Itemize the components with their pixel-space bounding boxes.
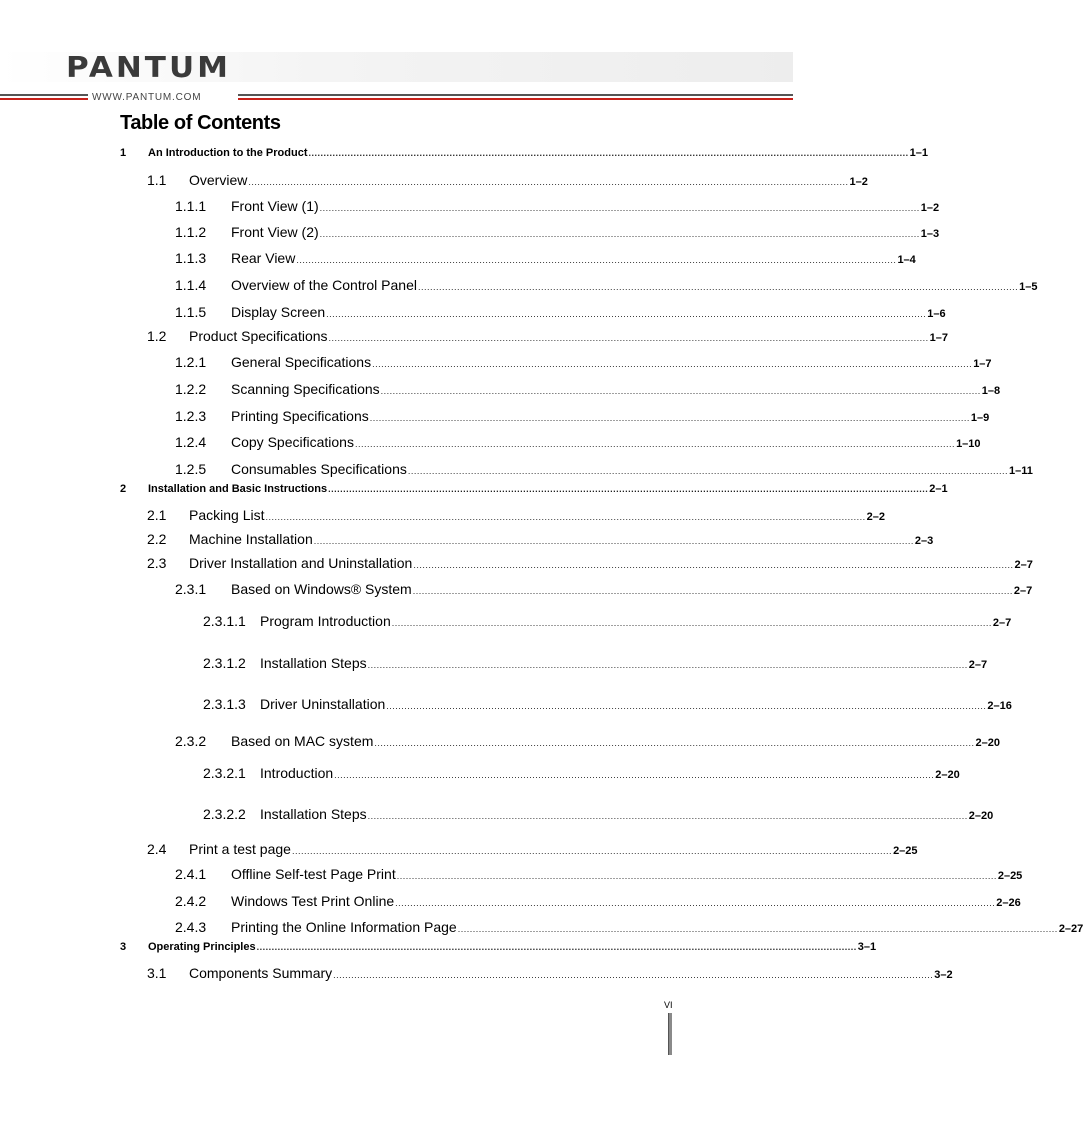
header-rule-right-bottom (238, 98, 793, 100)
toc-entry-number: 1.1.3 (175, 250, 207, 266)
toc-entry-number: 2.3.1.2 (203, 655, 246, 671)
toc-entry-page: 2–20 (975, 737, 1000, 749)
toc-leader-dots: ........................................................................................................................................................................................................ (372, 359, 973, 369)
toc-leader-dots: ........................................................................................................................................................................................................ (319, 229, 920, 239)
toc-leader-dots: ........................................................................................................................................................................................................ (334, 770, 935, 780)
toc-entry-page: 2–3 (914, 535, 934, 547)
toc-entry-label: Printing the Online Information Page (231, 919, 457, 935)
toc-entry-page: 2–7 (1013, 585, 1033, 597)
toc-entry-label: Front View (1) (231, 198, 319, 214)
toc-entry-number: 2.4.3 (175, 919, 207, 935)
toc-entry-page: 2–25 (893, 845, 918, 857)
toc-entry-page: 2–26 (996, 897, 1021, 909)
toc-entry-number: 1.1.5 (175, 304, 207, 320)
toc-entry[interactable] (0, 304, 946, 322)
toc-entry-page: 1–9 (970, 412, 990, 424)
toc-leader-dots: ........................................................................................................................................................................................................ (308, 148, 909, 158)
toc-entry-label: Components Summary (189, 965, 333, 981)
toc-entry-label: Overview of the Control Panel (231, 277, 417, 293)
toc-entry[interactable] (0, 806, 994, 824)
toc-entry-number: 2.4 (147, 841, 167, 857)
toc-entry-page: 1–8 (981, 385, 1001, 397)
toc-entry-label: Introduction (260, 765, 334, 781)
toc-entry[interactable] (0, 507, 885, 525)
toc-entry-page: 1–1 (909, 147, 928, 159)
toc-entry-page: 1–2 (849, 176, 868, 188)
toc-leader-dots: ........................................................................................................................................................................................................ (354, 439, 956, 449)
toc-entry-number: 1 (120, 147, 127, 159)
toc-leader-dots: ........................................................................................................................................................................................................ (413, 560, 1014, 570)
toc-leader-dots: ........................................................................................................................................................................................................ (386, 701, 987, 711)
toc-entry-page: 1–3 (920, 228, 940, 240)
toc-entry[interactable] (0, 765, 960, 783)
toc-entry-label: Installation and Basic Instructions (148, 483, 328, 495)
toc-entry-page: 1–11 (1008, 465, 1033, 477)
toc-entry[interactable] (0, 841, 918, 859)
toc-entry[interactable] (0, 277, 1038, 295)
toc-entry[interactable] (0, 866, 1023, 884)
toc-entry[interactable] (0, 531, 934, 549)
toc-entry-label: Program Introduction (260, 613, 391, 629)
toc-entry[interactable] (0, 172, 868, 190)
toc-entry-label: An Introduction to the Product (148, 147, 308, 159)
toc-entry[interactable] (0, 408, 990, 426)
toc-entry-page: 1–10 (956, 438, 981, 450)
toc-entry[interactable] (0, 555, 1033, 573)
toc-entry-number: 1.2.2 (175, 381, 207, 397)
toc-entry-number: 2.4.1 (175, 866, 207, 882)
toc-entry-number: 2.2 (147, 531, 167, 547)
toc-entry-label: Operating Principles (148, 941, 256, 953)
toc-entry[interactable] (0, 941, 877, 959)
toc-leader-dots: ........................................................................................................................................................................................................ (395, 898, 996, 908)
toc-leader-dots: ........................................................................................................................................................................................................ (396, 871, 997, 881)
toc-entry[interactable] (0, 381, 1001, 399)
toc-entry[interactable] (0, 354, 992, 372)
toc-entry-page: 2–2 (866, 511, 885, 523)
toc-entry-number: 2 (120, 483, 127, 495)
toc-leader-dots: ........................................................................................................................................................................................................ (457, 924, 1058, 934)
toc-entry[interactable] (0, 613, 1012, 631)
toc-leader-dots: ........................................................................................................................................................................................................ (374, 738, 975, 748)
toc-entry-number: 3.1 (147, 965, 167, 981)
toc-entry[interactable] (0, 919, 1083, 937)
toc-entry[interactable] (0, 965, 953, 983)
toc-entry[interactable] (0, 893, 1021, 911)
page-header (0, 0, 793, 110)
toc-entry-number: 1.1.2 (175, 224, 207, 240)
toc-entry[interactable] (0, 328, 948, 346)
toc-entry-label: Scanning Specifications (231, 381, 380, 397)
toc-entry-label: Offline Self-test Page Print (231, 866, 396, 882)
toc-leader-dots: ........................................................................................................................................................................................................ (412, 586, 1013, 596)
toc-entry-label: Packing List (189, 507, 265, 523)
toc-leader-dots: ........................................................................................................................................................................................................ (391, 618, 992, 628)
toc-entry-label: Based on MAC system (231, 733, 374, 749)
toc-entry-number: 2.3.2.1 (203, 765, 246, 781)
page-number: VI (664, 1000, 673, 1010)
toc-entry-page: 3–1 (857, 941, 877, 953)
toc-leader-dots: ........................................................................................................................................................................................................ (369, 413, 970, 423)
toc-entry-label: Driver Uninstallation (260, 696, 386, 712)
toc-entry-page: 2–7 (992, 617, 1012, 629)
toc-leader-dots: ........................................................................................................................................................................................................ (313, 536, 914, 546)
toc-leader-dots: ........................................................................................................................................................................................................ (333, 970, 934, 980)
toc-entry-label: Overview (189, 172, 248, 188)
toc-leader-dots: ........................................................................................................................................................................................................ (417, 282, 1019, 292)
header-rule-left-top (0, 94, 88, 96)
toc-entry-number: 1.1 (147, 172, 167, 188)
toc-entry-number: 1.2.4 (175, 434, 207, 450)
toc-entry-number: 2.3.1.1 (203, 613, 246, 629)
toc-entry-number: 1.1.1 (175, 198, 207, 214)
toc-entry-page: 2–1 (929, 483, 948, 495)
page-number-bar (668, 1013, 672, 1055)
toc-leader-dots: ........................................................................................................................................................................................................ (380, 386, 981, 396)
page-title: Table of Contents (120, 112, 281, 134)
toc-entry-page: 2–20 (935, 769, 960, 781)
toc-entry-number: 1.2.5 (175, 461, 207, 477)
toc-entry[interactable] (0, 250, 916, 268)
toc-entry[interactable] (0, 696, 1012, 714)
pantum-logo: PANTUM (66, 51, 231, 85)
toc-entry[interactable] (0, 224, 940, 242)
toc-entry-page: 2–7 (1014, 559, 1033, 571)
toc-entry-number: 1.2.1 (175, 354, 207, 370)
toc-entry[interactable] (0, 655, 988, 673)
toc-leader-dots: ........................................................................................................................................................................................................ (407, 466, 1008, 476)
header-url: WWW.PANTUM.COM (92, 92, 202, 103)
toc-entry-number: 1.2 (147, 328, 167, 344)
toc-entry-page: 2–7 (968, 659, 988, 671)
toc-entry-label: Consumables Specifications (231, 461, 407, 477)
toc-leader-dots: ........................................................................................................................................................................................................ (291, 846, 893, 856)
toc-entry-number: 1.1.4 (175, 277, 207, 293)
toc-entry-page: 3–2 (934, 969, 953, 981)
toc-entry-label: Rear View (231, 250, 296, 266)
toc-entry-label: Front View (2) (231, 224, 319, 240)
toc-entry-label: Machine Installation (189, 531, 313, 547)
toc-entry[interactable] (0, 581, 1033, 599)
toc-entry-page: 2–16 (987, 700, 1012, 712)
toc-entry-page: 2–20 (968, 810, 994, 822)
toc-leader-dots: ........................................................................................................................................................................................................ (248, 177, 849, 187)
toc-entry-number: 3 (120, 941, 127, 953)
toc-leader-dots: ........................................................................................................................................................................................................ (328, 484, 929, 494)
toc-entry[interactable] (0, 147, 928, 165)
toc-leader-dots: ........................................................................................................................................................................................................ (296, 255, 897, 265)
toc-leader-dots: ........................................................................................................................................................................................................ (326, 309, 927, 319)
toc-entry-label: Copy Specifications (231, 434, 354, 450)
header-rule-right-top (238, 94, 793, 96)
toc-leader-dots: ........................................................................................................................................................................................................ (256, 942, 857, 952)
toc-entry-label: Product Specifications (189, 328, 328, 344)
toc-leader-dots: ........................................................................................................................................................................................................ (265, 512, 866, 522)
toc-entry-page: 2–25 (997, 870, 1023, 882)
toc-entry-page: 2–27 (1058, 923, 1083, 935)
toc-entry-number: 2.1 (147, 507, 167, 523)
toc-entry[interactable] (0, 434, 981, 452)
toc-leader-dots: ........................................................................................................................................................................................................ (367, 811, 968, 821)
toc-entry-number: 2.3.1.3 (203, 696, 246, 712)
toc-leader-dots: ........................................................................................................................................................................................................ (328, 333, 929, 343)
toc-entry-number: 1.2.3 (175, 408, 207, 424)
toc-entry-label: Installation Steps (260, 806, 367, 822)
toc-entry-page: 1–4 (897, 254, 916, 266)
toc-entry-page: 1–6 (927, 308, 946, 320)
header-rule-left-bottom (0, 98, 88, 100)
toc-entry[interactable] (0, 198, 940, 216)
toc-entry-label: Based on Windows® System (231, 581, 412, 597)
toc-entry-label: General Specifications (231, 354, 372, 370)
toc-leader-dots: ........................................................................................................................................................................................................ (367, 660, 968, 670)
toc-entry-number: 2.3 (147, 555, 167, 571)
toc-entry-label: Driver Installation and Uninstallation (189, 555, 413, 571)
toc-leader-dots: ........................................................................................................................................................................................................ (319, 203, 920, 213)
toc-entry-page: 1–2 (920, 202, 940, 214)
toc-entry[interactable] (0, 733, 1000, 751)
toc-entry-label: Printing Specifications (231, 408, 369, 424)
toc-entry-page: 1–7 (973, 358, 992, 370)
toc-entry-page: 1–5 (1019, 281, 1038, 293)
toc-entry-label: Windows Test Print Online (231, 893, 395, 909)
toc-entry-label: Installation Steps (260, 655, 367, 671)
toc-entry-number: 2.3.1 (175, 581, 207, 597)
toc-entry-number: 2.3.2 (175, 733, 207, 749)
toc-entry-label: Display Screen (231, 304, 326, 320)
toc-entry[interactable] (0, 461, 1033, 479)
toc-entry-label: Print a test page (189, 841, 291, 857)
toc-entry-number: 2.3.2.2 (203, 806, 246, 822)
toc-entry-page: 1–7 (929, 332, 948, 344)
toc-entry[interactable] (0, 483, 948, 501)
toc-entry-number: 2.4.2 (175, 893, 207, 909)
